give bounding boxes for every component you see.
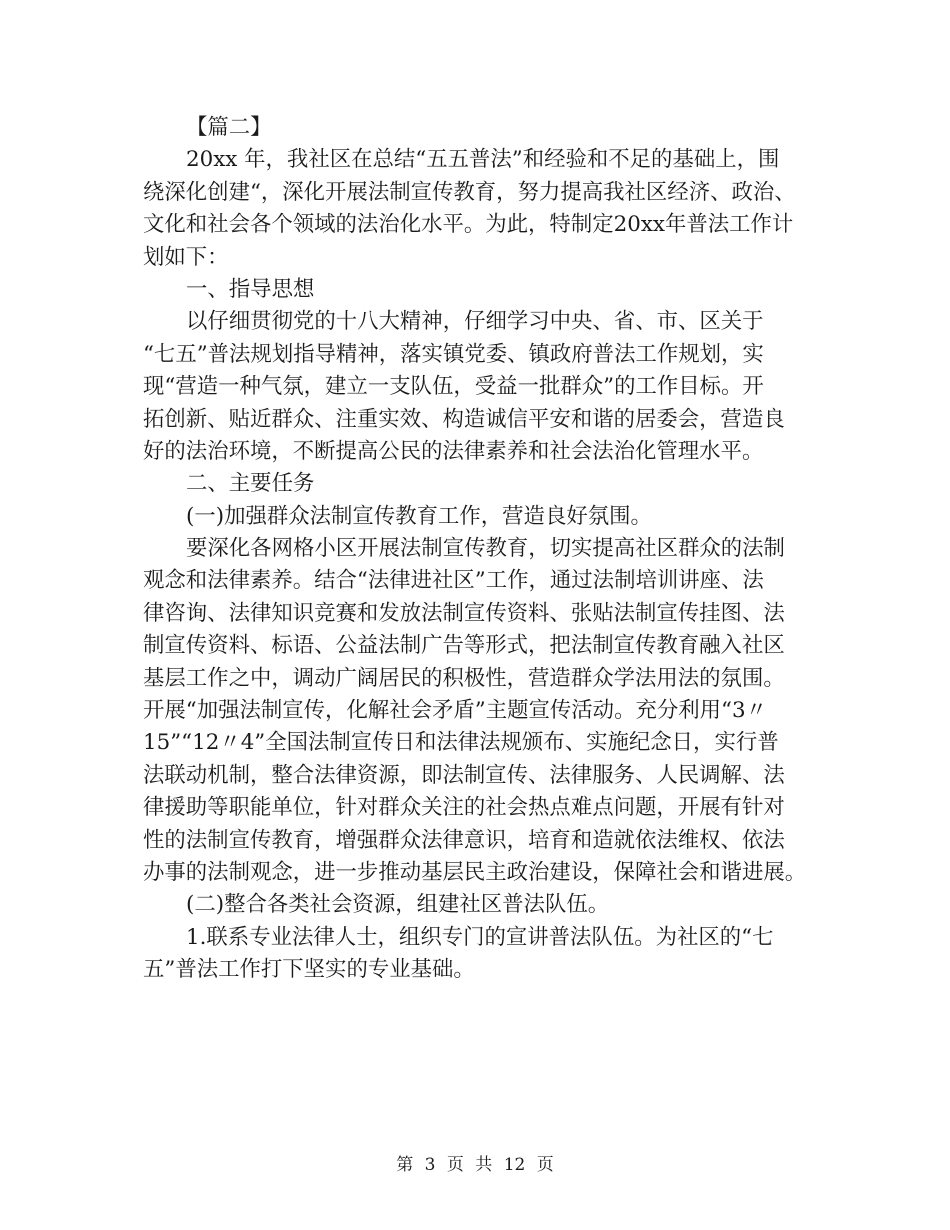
paragraph-line: 划如下： <box>143 244 229 270</box>
paragraph-line: 20xx 年，我社区在总结“五五普法”和经验和不足的基础上，围 <box>186 147 780 173</box>
paragraph-line: 现“营造一种气氛，建立一支队伍，受益一批群众”的工作目标。开 <box>143 374 764 400</box>
subsection-heading: (一)加强群众法制宣传教育工作，营造良好氛围。 <box>186 503 652 529</box>
paragraph-line: 15”“12〃4”全国法制宣传日和法律法规颁布、实施纪念日，实行普 <box>143 730 779 756</box>
paragraph-line: 法联动机制，整合法律资源，即法制宣传、法律服务、人民调解、法 <box>143 762 785 788</box>
paragraph-line: 好的法治环境，不断提高公民的法律素养和社会法治化管理水平。 <box>143 438 764 464</box>
paragraph-line: 1.联系专业法律人士，组织专门的宣讲普法队伍。为社区的“七 <box>186 924 774 950</box>
paragraph-line: 要深化各网格小区开展法制宣传教育，切实提高社区群众的法制 <box>186 536 785 562</box>
paragraph-line: 律咨询、法律知识竞赛和发放法制宣传资料、张贴法制宣传挂图、法 <box>143 600 785 626</box>
paragraph-line: 基层工作之中，调动广阔居民的积极性，营造群众学法用法的氛围。 <box>143 665 785 691</box>
paragraph-line: 文化和社会各个领域的法治化水平。为此，特制定20xx年普法工作计 <box>143 212 794 238</box>
paragraph-line: 绕深化创建“，深化开展法制宣传教育，努力提高我社区经济、政治、 <box>143 179 796 205</box>
paragraph-line: 观念和法律素养。结合“法律进社区”工作，通过法制培训讲座、法 <box>143 568 764 594</box>
section-heading: 二、主要任务 <box>186 471 315 497</box>
paragraph-line: 开展“加强法制宣传，化解社会矛盾”主题宣传活动。充分利用“3〃 <box>143 698 767 724</box>
paragraph-line: 律援助等职能单位，针对群众关注的社会热点难点问题，开展有针对 <box>143 795 785 821</box>
paragraph-line: 办事的法制观念，进一步推动基层民主政治建设，保障社会和谐进展。 <box>143 859 807 885</box>
section-title: 【篇二】 <box>186 115 272 140</box>
paragraph-line: 以仔细贯彻党的十八大精神，仔细学习中央、省、市、区关于 <box>186 309 764 335</box>
section-heading: 一、指导思想 <box>186 276 315 302</box>
page-number-footer: 第 3 页 共 12 页 <box>396 1155 554 1175</box>
paragraph-line: 拓创新、贴近群众、注重实效、构造诚信平安和谐的居委会，营造良 <box>143 406 785 432</box>
paragraph-line: 五”普法工作打下坚实的专业基础。 <box>143 957 475 983</box>
document-body <box>143 112 823 987</box>
subsection-heading: (二)整合各类社会资源，组建社区普法队伍。 <box>186 892 610 918</box>
paragraph-line: 性的法制宣传教育，增强群众法律意识，培育和造就依法维权、依法 <box>143 827 785 853</box>
paragraph-line: “七五”普法规划指导精神，落实镇党委、镇政府普法工作规划，实 <box>143 341 764 367</box>
paragraph-line: 制宣传资料、标语、公益法制广告等形式，把法制宣传教育融入社区 <box>143 633 785 659</box>
